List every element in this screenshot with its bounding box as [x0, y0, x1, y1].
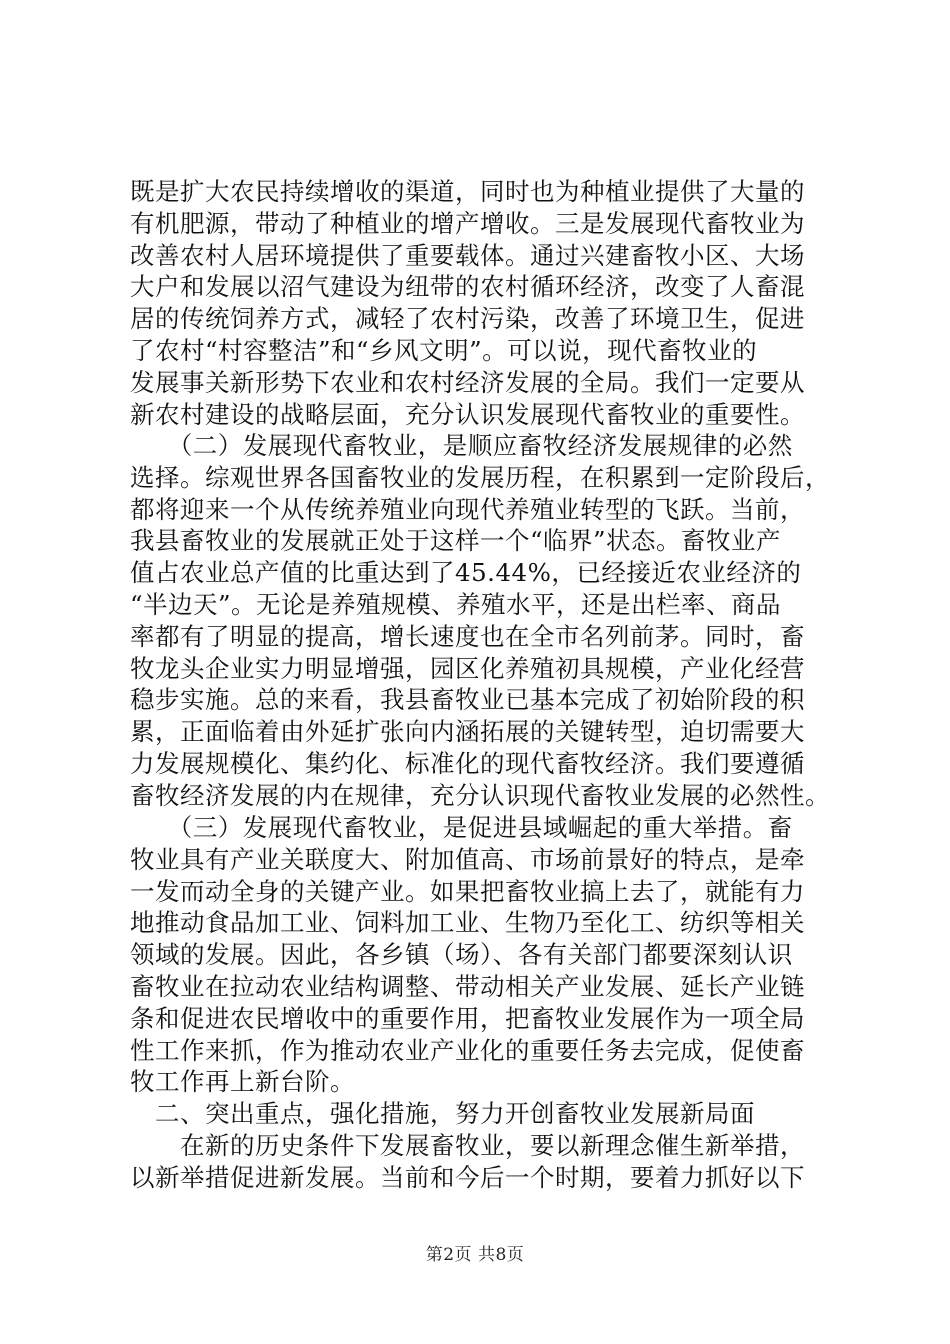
text-line: 了农村“村容整洁”和“乡风文明”。可以说，现代畜牧业的: [130, 335, 758, 365]
text-line: 以新举措促进新发展。当前和今后一个时期，要着力抓好以下: [130, 1162, 805, 1192]
text-line: 畜牧业在拉动农业结构调整、带动相关产业发展、延长产业链: [130, 971, 805, 1001]
text-line: 性工作来抓，作为推动农业产业化的重要任务去完成，促使畜: [130, 1035, 805, 1065]
text-line: 既是扩大农民持续增收的渠道，同时也为种植业提供了大量的: [130, 177, 805, 206]
text-line: 稳步实施。总的来看，我县畜牧业已基本完成了初始阶段的积: [130, 685, 805, 715]
text-line: 领域的发展。因此，各乡镇（场）、各有关部门都要深刻认识: [130, 940, 793, 970]
text-line: 大户和发展以沼气建设为纽带的农村循环经济，改变了人畜混: [130, 272, 805, 302]
paragraph-3: [130, 812, 830, 1098]
text-line: 新农村建设的战略层面，充分认识发展现代畜牧业的重要性。: [130, 399, 805, 429]
text-line: 我县畜牧业的发展就正处于这样一个“临界”状态。畜牧业产: [130, 526, 782, 556]
paragraph-1: [130, 176, 830, 430]
text-line: 条和促进农民增收中的重要作用，把畜牧业发展作为一项全局: [130, 1003, 805, 1033]
text-line: 都将迎来一个从传统养殖业向现代养殖业转型的飞跃。当前，: [130, 494, 805, 524]
text-line: 牧工作再上新台阶。: [130, 1067, 355, 1097]
text-line: “半边天”。无论是养殖规模、养殖水平，还是出栏率、商品: [130, 589, 782, 619]
page-number-footer: 第2页 共8页: [425, 1245, 525, 1265]
text-line: 率都有了明显的提高，增长速度也在全市名列前茅。同时，畜: [130, 621, 805, 651]
text-line: 有机肥源，带动了种植业的增产增收。三是发展现代畜牧业为: [130, 208, 805, 238]
section-heading: [130, 1098, 830, 1130]
text-line: （三）发展现代畜牧业，是促进县域崛起的重大举措。畜: [130, 813, 793, 842]
section-heading-text: 二、突出重点，强化措施，努力开创畜牧业发展新局面: [130, 1099, 755, 1128]
text-line: 一发而动全身的关键产业。如果把畜牧业搞上去了，就能有力: [130, 876, 805, 906]
text-line: 畜牧经济发展的内在规律，充分认识现代畜牧业发展的必然性。: [130, 780, 830, 810]
text-line: 居的传统饲养方式，减轻了农村污染，改善了环境卫生，促进: [130, 304, 805, 334]
text-line: 力发展规模化、集约化、标准化的现代畜牧经济。我们要遵循: [130, 748, 805, 778]
text-line: 牧业具有产业关联度大、附加值高、市场前景好的特点，是牵: [130, 844, 805, 874]
paragraph-2: [130, 430, 830, 812]
text-line: （二）发展现代畜牧业，是顺应畜牧经济发展规律的必然: [130, 431, 793, 460]
text-line: 在新的历史条件下发展畜牧业，要以新理念催生新举措，: [130, 1131, 805, 1160]
paragraph-4: [130, 1130, 830, 1194]
text-line: 牧龙头企业实力明显增强，园区化养殖初具规模，产业化经营: [130, 653, 805, 683]
text-line: 发展事关新形势下农业和农村经济发展的全局。我们一定要从: [130, 367, 805, 397]
text-line: 改善农村人居环境提供了重要载体。通过兴建畜牧小区、大场: [130, 240, 805, 270]
text-line: 值占农业总产值的比重达到了45.44%，已经接近农业经济的: [130, 558, 802, 588]
text-line: 累，正面临着由外延扩张向内涵拓展的关键转型，迫切需要大: [130, 717, 805, 747]
text-line: 地推动食品加工业、饲料加工业、生物乃至化工、纺织等相关: [130, 908, 805, 938]
text-line: 选择。综观世界各国畜牧业的发展历程，在积累到一定阶段后，: [130, 462, 830, 492]
